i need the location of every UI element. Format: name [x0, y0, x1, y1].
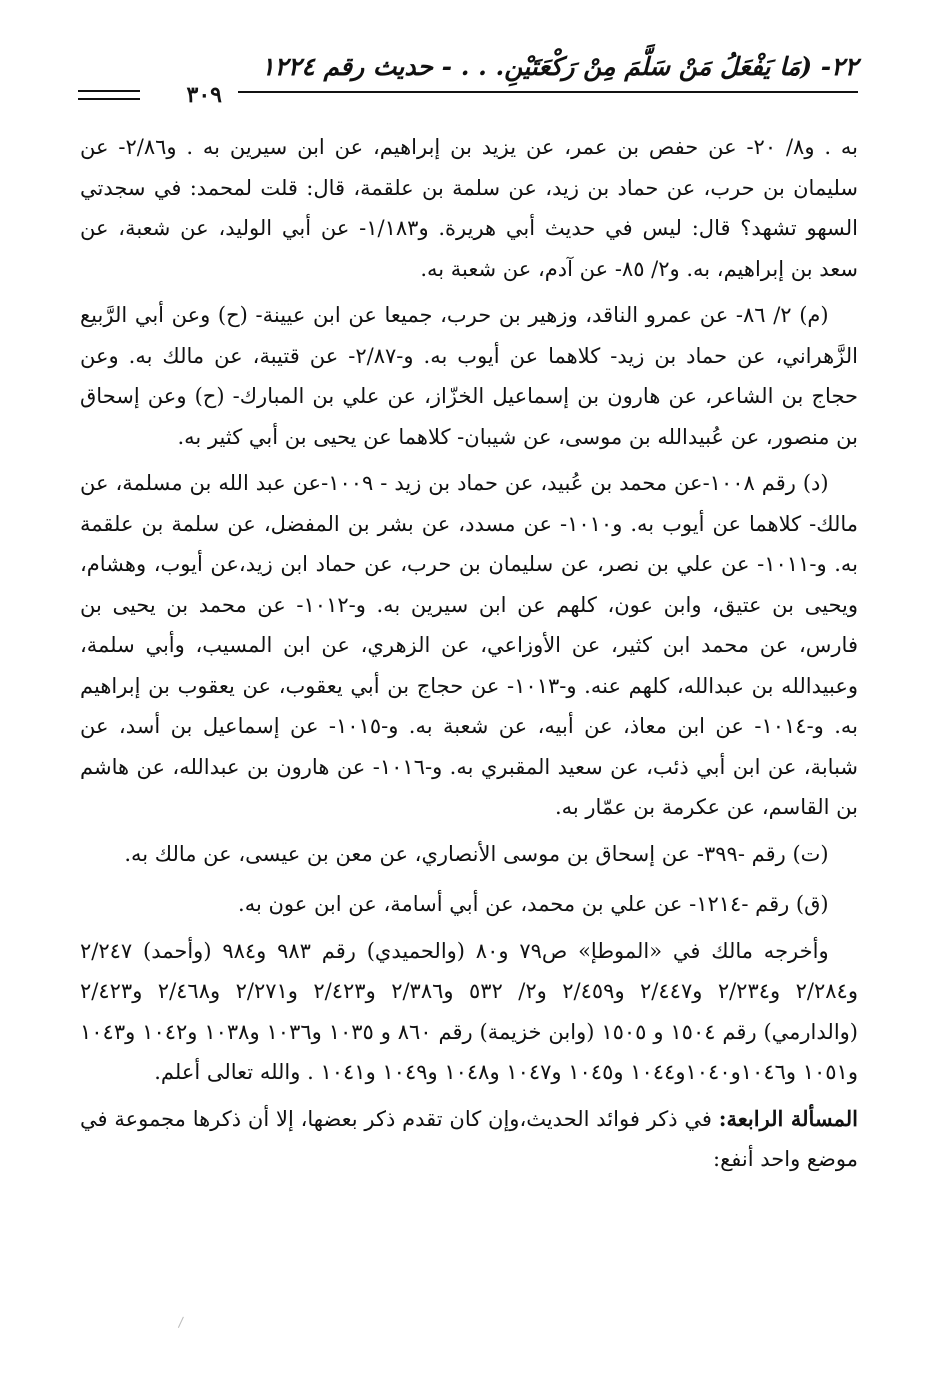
- issue-heading: المسألة الرابعة:: [718, 1105, 858, 1131]
- issue-text: في ذكر فوائد الحديث،وإن كان تقدم ذكر بعضها، إلا أن ذكرها مجموعة في موضع واحد أنفع:: [80, 1106, 858, 1171]
- main-text: [80, 127, 858, 1186]
- paragraph-muslim: (م) ٢/ ٨٦- عن عمرو الناقد، وزهير بن حرب، جميعا عن ابن عيينة- (ح) وعن أبي الرَّبيع الزَّهراني، عن حماد بن زيد- كلاهما عن أيوب به. و-٢/٨٧- عن قتيبة، عن مالك به. وعن حجاج بن الشاعر، عن هارون بن إسماعيل الخزّاز، عن علي بن المبارك- (ح) وعن إسحاق بن منصور، عن عُبيدالله بن موسى، عن شيبان- كلاهما عن يحيى بن أبي كثير به.: [80, 303, 858, 449]
- double-rule-ornament: [78, 90, 140, 100]
- page-header: [78, 50, 858, 110]
- page-number-block: [78, 82, 228, 108]
- paragraph-tirmidhi: (ت) رقم -٣٩٩- عن إسحاق بن موسى الأنصاري، عن معن بن عيسى، عن مالك به.: [124, 841, 829, 866]
- paragraph-abu-dawud: (د) رقم ١٠٠٨-عن محمد بن عُبيد، عن حماد بن زيد - ١٠٠٩-عن عبد الله بن مسلمة، عن مالك- كلاهما عن أيوب به. و١٠١٠- عن مسدد، عن بشر بن المفضل، عن سلمة بن علقمة به. و-١٠١١- عن علي بن نصر، عن سليمان بن حرب، عن حماد ابن زيد،عن أيوب، وهشام، ويحيى بن عتيق، وابن عون، كلهم عن ابن سيرين به. و-١٠١٢- عن محمد بن يحيى بن فارس، عن محمد ابن كثير، عن الأوزاعي، عن الزهري، عن ابن المسيب، وأبي سلمة، وعبيدالله بن عبدالله، كلهم عنه. و-١٠١٣- عن حجاج بن أبي يعقوب، عن يعقوب بن إبراهيم به. و-١٠١٤- عن ابن معاذ، عن أبيه، عن شعبة به. و-١٠١٥- عن إسماعيل بن أسد، عن شبابة، عن ابن أبي ذئب، عن سعيد المقبري به. و-١٠١٦- عن هارون بن عبدالله، عن هاشم بن القاسم، عن عكرمة بن عمّار به.: [80, 471, 859, 819]
- running-title: ٢٢- (مَا يَفْعَلُ مَنْ سَلَّمَ مِنْ رَكْعَتَيْنِ. . . - حديث رقم ١٢٢٤: [261, 52, 858, 81]
- header-rule: [238, 91, 858, 93]
- paragraph-bukhari: به . و٨/ ٢٠- عن حفص بن عمر، عن يزيد بن إبراهيم، عن ابن سيرين به . و٢/٨٦- عن سليمان بن حرب، عن حماد بن زيد، عن سلمة بن علقمة، قال: قلت لمحمد: في سجدتي السهو تشهد؟ قال: ليس في حديث أبي هريرة. و١/١٨٣- عن أبي الوليد، عن شعبة، عن سعد بن إبراهيم، به. و٢/ ٨٥- عن آدم، عن شعبة به.: [80, 135, 858, 281]
- paragraph-fourth-issue: [80, 1099, 858, 1180]
- paragraph-ibn-majah: (ق) رقم -١٢١٤- عن علي بن محمد، عن أبي أسامة، عن ابن عون به.: [238, 892, 829, 916]
- stray-pencil-mark: [178, 1317, 191, 1332]
- page-number: ٣٠٩: [186, 82, 222, 108]
- paragraph-other-sources: وأخرجه مالك في «الموطإ» ص٧٩ و٨٠ (والحميدي) رقم ٩٨٣ و٩٨٤ (وأحمد) ٢/٢٤٧ و٢/٢٨٤ و٢/٢٣٤ و٢/٤٤٧ و٢/٤٥٩ و٢/ ٥٣٢ و٢/٣٨٦ و٢/٤٢٣ و٢/٢٧١ و٢/٤٦٨ و٢/٤٢٣ (والدارمي) رقم ١٥٠٤ و ١٥٠٥ (وابن خزيمة) رقم ٨٦٠ و ١٠٣٥ و١٠٣٦ و١٠٣٨ و١٠٤٢ و١٠٤٣ و١٠٥١ و١٠٤٦و١٠٤٠و١٠٤٤ و١٠٤٥ و١٠٤٧ و١٠٤٨ و١٠٤٩ و١٠٤١ . والله تعالى أعلم.: [80, 938, 858, 1084]
